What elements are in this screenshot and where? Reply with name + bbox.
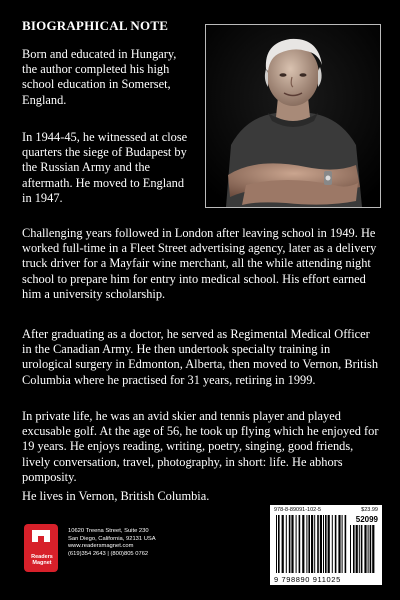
author-portrait-illustration (206, 25, 380, 207)
barcode-stripe (364, 525, 366, 573)
barcode-stripe (342, 515, 343, 573)
price-label: $23.99 (361, 507, 378, 513)
logo-wordmark: Readers Magnet (31, 554, 53, 566)
barcode-stripe (356, 525, 358, 573)
bio-paragraph-6: He lives in Vernon, British Columbia. (22, 489, 210, 503)
barcode-stripe (289, 515, 291, 573)
barcode-stripe (323, 515, 324, 573)
barcode-stripe (317, 515, 319, 573)
supplement-barcode-bars (350, 525, 378, 575)
barcode-stripe (350, 525, 351, 573)
barcode-stripe (372, 525, 374, 573)
barcode-stripe (299, 515, 301, 573)
barcode-stripe (320, 515, 322, 573)
phone-line: (619)354 2643 | (800)805 0762 (68, 550, 149, 557)
bio-paragraph-3: Challenging years followed in London after leaving school in 1949. He worked full-time in a Fleet Street advertising agency, later as a delivery truck driver for a Mayfair wine merchant, all the while attending night school to prepare him for entry into medical school. His effort earned him a university scholarship. (22, 226, 377, 301)
bio-paragraph-2: In 1944-45, he witnessed at close quarters the siege of Budapest by the Russian Army and the aftermath. He moved to England in 1947. (22, 130, 188, 205)
barcode-stripe (328, 515, 330, 573)
barcode-stripe (353, 525, 355, 573)
publisher-address (68, 528, 156, 558)
barcode-stripe (296, 515, 297, 573)
bio-paragraph-5: In private life, he was an avid skier and tennis player and played excusable golf. At the age of 56, he took up flying which he enjoyed for 19 years. He enjoys reading, writing, poetry, singing, good friends, lively conversation, travel, photography, in short: life. He abhors pomposity. (22, 409, 379, 484)
isbn-barcode (270, 505, 382, 585)
barcode-stripe (276, 515, 277, 573)
barcode-stripe (368, 525, 369, 573)
barcode-stripe (361, 525, 363, 573)
bio-paragraph-1: Born and educated in Hungary, the author completed his high school education in Somerset, England. (22, 47, 177, 107)
barcode-stripe (308, 515, 310, 573)
barcode-stripe (291, 515, 293, 573)
ean-barcode-bars (276, 515, 348, 575)
barcode-stripe (370, 525, 372, 573)
barcode-stripe (311, 515, 313, 573)
barcode-stripe (282, 515, 284, 573)
isbn-number: 978-8-89091-102-5 (274, 507, 322, 513)
barcode-stripe (359, 525, 360, 573)
website-line: www.readersmagnet.com (68, 543, 134, 550)
barcode-stripe (314, 515, 315, 573)
bio-paragraph-4: After graduating as a doctor, he served as Regimental Medical Officer in the Canadian Army. He then undertook specialty training in urological surgery in Edmonton, Alberta, then moved to Vernon, British Columbia where he practised for 31 years, retiring in 1999. (22, 327, 379, 387)
barcode-stripe (335, 515, 337, 573)
address-line: San Diego, California, 92131 USA (68, 535, 156, 542)
barcode-stripe (306, 515, 307, 573)
price-supplement-code: 52099 (355, 515, 378, 524)
barcode-stripe (325, 515, 327, 573)
author-photo (205, 24, 381, 208)
readers-magnet-logo-icon (22, 522, 60, 578)
ean-digits: 9 798890 911025 (274, 575, 341, 584)
barcode-stripe (345, 515, 347, 573)
address-line: 10620 Treena Street, Suite 230 (68, 528, 149, 534)
barcode-stripe (286, 515, 287, 573)
barcode-stripe (278, 515, 280, 573)
biographical-note-heading: BIOGRAPHICAL NOTE (22, 18, 169, 33)
barcode-stripe (302, 515, 304, 573)
publisher-block (22, 522, 182, 582)
barcode-stripe (332, 515, 333, 573)
barcode-stripe (338, 515, 340, 573)
